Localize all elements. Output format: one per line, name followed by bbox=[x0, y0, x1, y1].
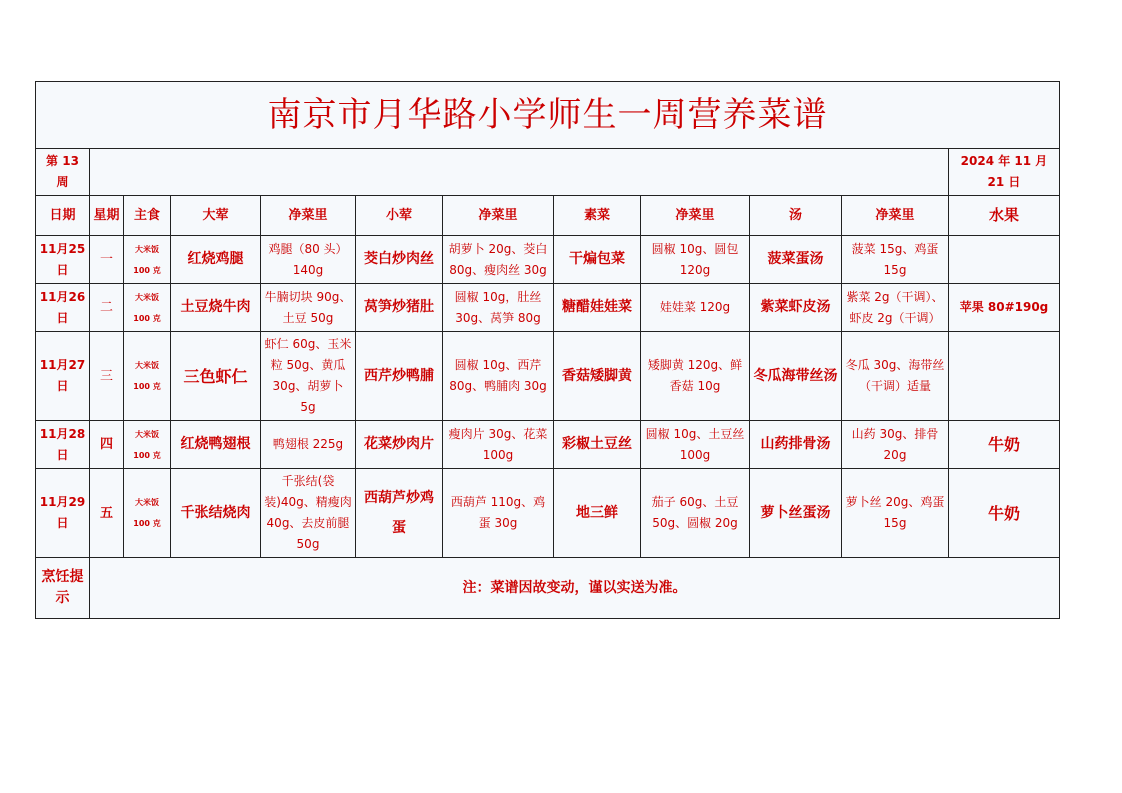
header-soup: 汤 bbox=[750, 196, 842, 236]
small-meat-amount: 胡萝卜 20g、茭白 80g、瘦肉丝 30g bbox=[443, 236, 554, 284]
staple-name: 大米饭 bbox=[135, 498, 159, 507]
header-weekday: 星期 bbox=[90, 196, 124, 236]
header-date: 日期 bbox=[36, 196, 90, 236]
day-weekday: 三 bbox=[90, 332, 124, 421]
main-meat-amount: 千张结(袋装)40g、精瘦肉 40g、去皮前腿 50g bbox=[261, 469, 356, 558]
staple-name: 大米饭 bbox=[135, 244, 159, 254]
vegetable-amount: 矮脚黄 120g、鲜香菇 10g bbox=[641, 332, 750, 421]
fruit-cell bbox=[949, 236, 1060, 284]
staple-amount: 100 克 bbox=[133, 313, 161, 323]
header-net-weight: 净菜里 bbox=[641, 196, 750, 236]
vegetable-dish: 香菇矮脚黄 bbox=[554, 332, 641, 421]
soup-dish: 冬瓜海带丝汤 bbox=[750, 332, 842, 421]
info-blank bbox=[90, 149, 949, 196]
day-weekday: 二 bbox=[90, 284, 124, 332]
tips-text: 注：菜谱因故变动，谨以实送为准。 bbox=[90, 558, 1060, 619]
vegetable-amount: 圆椒 10g、圆包 120g bbox=[641, 236, 750, 284]
soup-dish: 萝卜丝蛋汤 bbox=[750, 469, 842, 558]
header-net-weight: 净菜里 bbox=[261, 196, 356, 236]
header-staple: 主食 bbox=[124, 196, 171, 236]
main-meat-dish: 千张结烧肉 bbox=[171, 469, 261, 558]
vegetable-amount: 娃娃菜 120g bbox=[641, 284, 750, 332]
day-weekday: 五 bbox=[90, 469, 124, 558]
fruit-cell: 苹果 80#190g bbox=[949, 284, 1060, 332]
main-meat-amount: 鸡腿（80 头）140g bbox=[261, 236, 356, 284]
small-meat-dish: 莴笋炒猪肚 bbox=[356, 284, 443, 332]
soup-amount: 冬瓜 30g、海带丝（干调）适量 bbox=[842, 332, 949, 421]
fruit-cell: 牛奶 bbox=[949, 469, 1060, 558]
staple-cell bbox=[124, 236, 171, 284]
staple-amount: 100 克 bbox=[133, 519, 161, 528]
soup-amount: 菠菜 15g、鸡蛋 15g bbox=[842, 236, 949, 284]
staple-amount: 100 克 bbox=[133, 450, 161, 460]
header-net-weight: 净菜里 bbox=[842, 196, 949, 236]
fruit-cell: 牛奶 bbox=[949, 421, 1060, 469]
day-weekday: 四 bbox=[90, 421, 124, 469]
issue-date: 2024 年 11 月 21 日 bbox=[949, 149, 1060, 196]
staple-cell bbox=[124, 469, 171, 558]
soup-dish: 菠菜蛋汤 bbox=[750, 236, 842, 284]
soup-dish: 紫菜虾皮汤 bbox=[750, 284, 842, 332]
small-meat-dish: 西芹炒鸭脯 bbox=[356, 332, 443, 421]
header-row bbox=[36, 196, 1060, 236]
staple-cell bbox=[124, 332, 171, 421]
staple-name: 大米饭 bbox=[135, 292, 159, 302]
table-row bbox=[36, 284, 1060, 332]
main-meat-dish: 红烧鸡腿 bbox=[171, 236, 261, 284]
staple-name: 大米饭 bbox=[135, 361, 159, 370]
small-meat-amount: 西葫芦 110g、鸡蛋 30g bbox=[443, 469, 554, 558]
small-meat-dish: 茭白炒肉丝 bbox=[356, 236, 443, 284]
vegetable-amount: 圆椒 10g、土豆丝 100g bbox=[641, 421, 750, 469]
small-meat-amount: 圆椒 10g，肚丝 30g、莴笋 80g bbox=[443, 284, 554, 332]
main-meat-dish: 红烧鸭翅根 bbox=[171, 421, 261, 469]
small-meat-amount: 圆椒 10g、西芹 80g、鸭脯肉 30g bbox=[443, 332, 554, 421]
day-date: 11月25日 bbox=[36, 236, 90, 284]
small-meat-dish: 西葫芦炒鸡蛋 bbox=[356, 469, 443, 558]
main-meat-dish: 三色虾仁 bbox=[171, 332, 261, 421]
small-meat-amount: 瘦肉片 30g、花菜 100g bbox=[443, 421, 554, 469]
day-weekday: 一 bbox=[90, 236, 124, 284]
table-row bbox=[36, 236, 1060, 284]
staple-cell bbox=[124, 421, 171, 469]
day-date: 11月29日 bbox=[36, 469, 90, 558]
week-label: 第 13 周 bbox=[36, 149, 90, 196]
day-date: 11月28日 bbox=[36, 421, 90, 469]
staple-name: 大米饭 bbox=[135, 429, 159, 439]
day-date: 11月26日 bbox=[36, 284, 90, 332]
small-meat-dish: 花菜炒肉片 bbox=[356, 421, 443, 469]
soup-amount: 紫菜 2g（干调）、虾皮 2g（干调） bbox=[842, 284, 949, 332]
main-meat-dish: 土豆烧牛肉 bbox=[171, 284, 261, 332]
header-vegetable: 素菜 bbox=[554, 196, 641, 236]
table-row bbox=[36, 421, 1060, 469]
table-row bbox=[36, 332, 1060, 421]
vegetable-amount: 茄子 60g、土豆 50g、圆椒 20g bbox=[641, 469, 750, 558]
header-main-meat: 大荤 bbox=[171, 196, 261, 236]
menu-table bbox=[35, 81, 1060, 619]
page-title: 南京市月华路小学师生一周营养菜谱 bbox=[36, 82, 1060, 149]
vegetable-dish: 糖醋娃娃菜 bbox=[554, 284, 641, 332]
staple-amount: 100 克 bbox=[133, 382, 161, 391]
tips-label: 烹饪提示 bbox=[36, 558, 90, 619]
header-small-meat: 小荤 bbox=[356, 196, 443, 236]
main-meat-amount: 虾仁 60g、玉米粒 50g、黄瓜 30g、胡萝卜 5g bbox=[261, 332, 356, 421]
header-net-weight: 净菜里 bbox=[443, 196, 554, 236]
fruit-cell bbox=[949, 332, 1060, 421]
main-meat-amount: 鸭翅根 225g bbox=[261, 421, 356, 469]
staple-amount: 100 克 bbox=[133, 265, 161, 275]
vegetable-dish: 地三鲜 bbox=[554, 469, 641, 558]
soup-amount: 萝卜丝 20g、鸡蛋 15g bbox=[842, 469, 949, 558]
soup-dish: 山药排骨汤 bbox=[750, 421, 842, 469]
soup-amount: 山药 30g、排骨 20g bbox=[842, 421, 949, 469]
main-meat-amount: 牛腩切块 90g、土豆 50g bbox=[261, 284, 356, 332]
staple-cell bbox=[124, 284, 171, 332]
day-date: 11月27日 bbox=[36, 332, 90, 421]
table-row bbox=[36, 469, 1060, 558]
tips-row bbox=[36, 558, 1060, 619]
vegetable-dish: 干煸包菜 bbox=[554, 236, 641, 284]
vegetable-dish: 彩椒土豆丝 bbox=[554, 421, 641, 469]
header-fruit: 水果 bbox=[949, 196, 1060, 236]
